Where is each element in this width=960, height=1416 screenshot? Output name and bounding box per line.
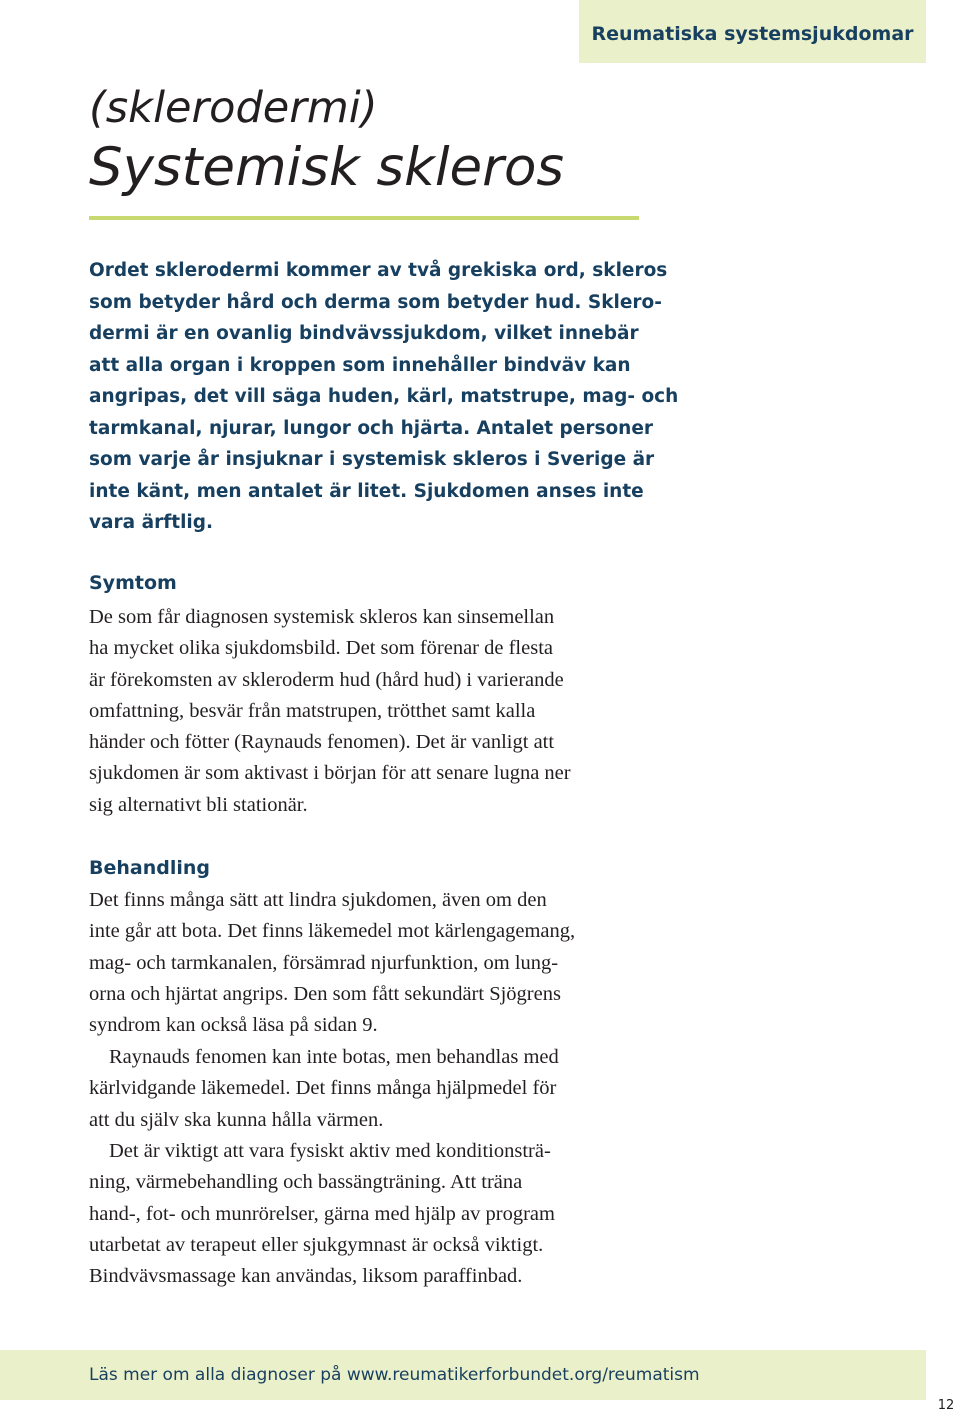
title-line-1: (sklerodermi) xyxy=(89,83,378,133)
lead-line: som betyder hård och derma som betyder hud. Sklero- xyxy=(89,291,662,313)
lead-paragraph xyxy=(89,255,679,539)
body-line: omfattning, besvär från matstrupen, trötthet samt kalla xyxy=(89,699,536,722)
lead-line: som varje år insjuknar i systemisk skleros i Sverige är xyxy=(89,449,655,470)
body-line: mag- och tarmkanalen, försämrad njurfunktion, om lung- xyxy=(89,951,559,974)
lead-line: angripas, det vill säga huden, kärl, matstrupe, mag- och xyxy=(89,386,679,407)
body-line: inte går att bota. Det finns läkemedel mot kärlengagemang, xyxy=(89,920,576,943)
lead-line: Ordet sklerodermi kommer av två grekiska ord, skleros xyxy=(89,260,668,281)
footer-link-text: Läs mer om alla diagnoser på www.reumatikerforbundet.org/reumatism xyxy=(89,1365,700,1385)
body-line: Bindvävsmassage kan användas, liksom paraffinbad. xyxy=(89,1265,523,1288)
lead-line: dermi är en ovanlig bindvävssjukdom, vilket innebär xyxy=(89,323,639,344)
body-line: ning, värmebehandling och bassängträning. Att träna xyxy=(89,1171,523,1194)
title-line-2: Systemisk skleros xyxy=(89,137,564,198)
body-line: kärlvidgande läkemedel. Det finns många hjälpmedel för xyxy=(89,1077,557,1100)
body-line: Raynauds fenomen kan inte botas, men behandlas med xyxy=(109,1046,559,1068)
body-line: att du själv ska kunna hålla värmen. xyxy=(89,1108,384,1131)
body-line: De som får diagnosen systemisk skleros kan sinsemellan xyxy=(89,606,555,628)
symtom-paragraph xyxy=(89,602,649,821)
behandling-paragraph-3 xyxy=(89,1136,649,1292)
behandling-paragraph-1 xyxy=(89,885,649,1041)
page-title xyxy=(89,80,564,200)
page-number: 12 xyxy=(937,1398,955,1413)
footer-banner xyxy=(0,1350,926,1400)
body-line: Det är viktigt att vara fysiskt aktiv med konditionsträ- xyxy=(109,1140,551,1162)
body-line: Det finns många sätt att lindra sjukdomen, även om den xyxy=(89,889,547,911)
body-line: sig alternativt bli stationär. xyxy=(89,793,308,816)
title-underline xyxy=(89,216,639,220)
body-line: orna och hjärtat angrips. Den som fått sekundärt Sjögrens xyxy=(89,982,561,1005)
category-tab xyxy=(579,0,926,63)
body-line: är förekomsten av skleroderm hud (hård hud) i varierande xyxy=(89,668,564,691)
lead-line: att alla organ i kroppen som innehåller bindväv kan xyxy=(89,354,631,376)
body-line: hand-, fot- och munrörelser, gärna med hjälp av program xyxy=(89,1202,555,1225)
behandling-paragraph-2 xyxy=(89,1042,649,1136)
body-line: syndrom kan också läsa på sidan 9. xyxy=(89,1014,378,1037)
category-label: Reumatiska systemsjukdomar xyxy=(591,22,914,45)
symtom-heading: Symtom xyxy=(89,572,177,594)
body-line: händer och fötter (Raynauds fenomen). Det är vanligt att xyxy=(89,731,555,754)
behandling-heading: Behandling xyxy=(89,857,210,879)
body-line: ha mycket olika sjukdomsbild. Det som förenar de flesta xyxy=(89,637,553,660)
body-line: sjukdomen är som aktivast i början för att senare lugna ner xyxy=(89,762,571,785)
body-line: utarbetat av terapeut eller sjukgymnast är också viktigt. xyxy=(89,1233,544,1256)
lead-line: vara ärftlig. xyxy=(89,512,214,533)
lead-line: inte känt, men antalet är litet. Sjukdomen anses inte xyxy=(89,480,644,502)
lead-line: tarmkanal, njurar, lungor och hjärta. Antalet personer xyxy=(89,417,654,439)
